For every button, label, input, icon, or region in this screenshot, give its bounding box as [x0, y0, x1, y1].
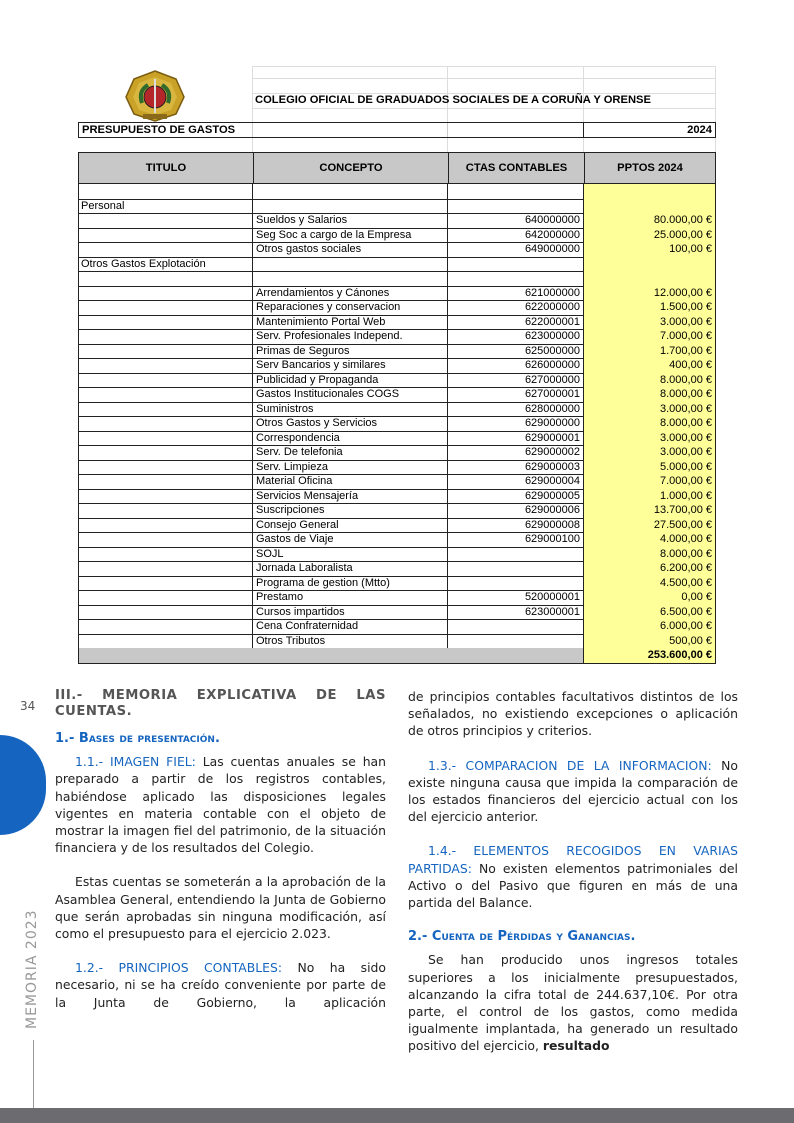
- table-row: [78, 547, 716, 563]
- cell-concepto: Suministros: [252, 402, 447, 417]
- paragraph-body: No ha sido necesario, ni se ha creído conveniente por parte de la Junta de Gobierno, la aplicación: [55, 960, 386, 1010]
- cell-importe: 400,00 €: [583, 358, 715, 373]
- cell-titulo: [78, 373, 252, 388]
- cell-titulo: [78, 619, 252, 634]
- table-row: [78, 460, 716, 476]
- paragraph-lead: 1.1.- IMAGEN FIEL:: [75, 754, 196, 770]
- cell-importe: 12.000,00 €: [583, 286, 715, 301]
- cell-titulo: [78, 431, 252, 446]
- paragraph-body: Las cuentas anuales se han preparado a partir de los registros contables, habiéndose aplicado las disposiciones legales vigentes en materia contable con el objeto de mostrar la imagen fiel del patrimonio, de la situación financiera y de los resultados del Colegio.: [55, 754, 387, 856]
- cell-cuenta: 622000000: [447, 300, 583, 315]
- subsection-heading-bases: 1.- Bases de presentación.: [55, 731, 220, 746]
- cell-concepto: Otros Tributos: [252, 634, 447, 649]
- cell-cuenta: 640000000: [447, 213, 583, 228]
- table-row: [78, 416, 716, 432]
- cell-titulo: [78, 576, 252, 591]
- cell-cuenta: 649000000: [447, 242, 583, 257]
- cell-concepto: [252, 184, 447, 199]
- cell-titulo: Personal: [81, 199, 125, 212]
- cell-importe: 6.000,00 €: [583, 619, 715, 634]
- cell-cuenta: 625000000: [447, 344, 583, 359]
- table-row: [78, 619, 716, 635]
- paragraph-lead: 1.2.- PRINCIPIOS CONTABLES:: [75, 960, 283, 976]
- cell-concepto: [252, 257, 447, 272]
- cell-concepto: Reparaciones y conservacion: [252, 300, 447, 315]
- cell-importe: 3.000,00 €: [583, 402, 715, 417]
- cell-cuenta: 627000001: [447, 387, 583, 402]
- cell-importe: 0,00 €: [583, 590, 715, 605]
- subsection-heading-perdidas-ganancias: 2.- Cuenta de Pérdidas y Ganancias.: [408, 929, 636, 945]
- cell-concepto: Serv. Limpieza: [252, 460, 447, 475]
- cell-importe: 8.000,00 €: [583, 387, 715, 402]
- cell-cuenta: 622000001: [447, 315, 583, 330]
- cell-importe: 80.000,00 €: [583, 213, 715, 228]
- table-row: [78, 373, 716, 389]
- table-row: [78, 358, 716, 374]
- table-row: [78, 228, 716, 244]
- cell-cuenta: 627000000: [447, 373, 583, 388]
- table-row: [78, 213, 716, 229]
- cell-cuenta: [447, 576, 583, 591]
- paragraph-principios: [55, 959, 386, 1011]
- cell-titulo: [78, 344, 252, 359]
- cell-cuenta: 629000008: [447, 518, 583, 533]
- paragraph-ingresos: [408, 951, 738, 1054]
- table-row: [78, 286, 716, 302]
- cell-titulo: [78, 329, 252, 344]
- cell-importe: 1.700,00 €: [583, 344, 715, 359]
- budget-label: PRESUPUESTO DE GASTOS: [82, 124, 236, 136]
- cell-concepto: Mantenimiento Portal Web: [252, 315, 447, 330]
- blue-circle-decoration: [0, 735, 46, 835]
- table-row: [78, 518, 716, 534]
- paragraph-aprobacion: Estas cuentas se someterán a la aprobación de la Asamblea General, entendiendo la Junta de Gobierno que serán aprobadas sin ninguna modificación, así como el presupuesto para el ejercicio 2.023.: [55, 874, 386, 942]
- cell-cuenta: 629000000: [447, 416, 583, 431]
- cell-cuenta: 623000000: [447, 329, 583, 344]
- vertical-divider: [33, 1040, 34, 1108]
- org-title: COLEGIO OFICIAL DE GRADUADOS SOCIALES DE A CORUÑA Y ORENSE: [255, 94, 651, 106]
- cell-titulo: [78, 518, 252, 533]
- cell-importe: [583, 184, 715, 199]
- cell-cuenta: 642000000: [447, 228, 583, 243]
- page-number: 34: [20, 699, 36, 713]
- cell-cuenta: 628000000: [447, 402, 583, 417]
- footer-bar: [0, 1108, 794, 1123]
- table-row: [78, 315, 716, 331]
- cell-concepto: Jornada Laboralista: [252, 561, 447, 576]
- cell-concepto: [252, 271, 447, 286]
- cell-importe: 25.000,00 €: [583, 228, 715, 243]
- cell-titulo: [78, 416, 252, 431]
- cell-concepto: Programa de gestion (Mtto): [252, 576, 447, 591]
- cell-importe: 7.000,00 €: [583, 474, 715, 489]
- column-header: CONCEPTO: [253, 153, 448, 183]
- table-header: [78, 152, 716, 184]
- cell-titulo: [78, 286, 252, 301]
- cell-cuenta: [447, 257, 583, 272]
- cell-titulo: [78, 634, 252, 649]
- paragraph-lead: 1.3.- COMPARACION DE LA INFORMACION:: [428, 757, 712, 773]
- table-row: [78, 184, 716, 200]
- cell-importe: 4.000,00 €: [583, 532, 715, 547]
- cell-concepto: Arrendamientos y Cánones: [252, 286, 447, 301]
- table-row: [78, 634, 716, 650]
- cell-concepto: Correspondencia: [252, 431, 447, 446]
- paragraph-imagen-fiel: [55, 753, 386, 856]
- cell-concepto: Publicidad y Propaganda: [252, 373, 447, 388]
- cell-importe: 1.500,00 €: [583, 300, 715, 315]
- cell-concepto: Otros Gastos y Servicios: [252, 416, 447, 431]
- table-row: [78, 489, 716, 505]
- text-column-left: [55, 688, 386, 1028]
- cell-importe: 6.500,00 €: [583, 605, 715, 620]
- cell-importe: 5.000,00 €: [583, 460, 715, 475]
- cell-titulo: [78, 242, 252, 257]
- table-row: [78, 590, 716, 606]
- cell-titulo: [78, 445, 252, 460]
- cell-concepto: Primas de Seguros: [252, 344, 447, 359]
- cell-importe: 1.000,00 €: [583, 489, 715, 504]
- cell-titulo: [78, 561, 252, 576]
- cell-cuenta: 626000000: [447, 358, 583, 373]
- cell-concepto: Consejo General: [252, 518, 447, 533]
- cell-titulo: [78, 460, 252, 475]
- cell-titulo: Otros Gastos Explotación: [81, 257, 206, 270]
- column-header: TITULO: [145, 162, 187, 174]
- cell-cuenta: 629000005: [447, 489, 583, 504]
- cell-cuenta: 629000004: [447, 474, 583, 489]
- cell-titulo: [78, 402, 252, 417]
- cell-titulo: [78, 387, 252, 402]
- cell-importe: 8.000,00 €: [583, 373, 715, 388]
- budget-year: 2024: [687, 124, 712, 136]
- table-row: [78, 561, 716, 577]
- table-total-row: [78, 648, 716, 664]
- cell-titulo: [78, 503, 252, 518]
- cell-concepto: Cursos impartidos: [252, 605, 447, 620]
- cell-titulo: [78, 547, 252, 562]
- cell-cuenta: [447, 184, 583, 199]
- column-header: PPTOS 2024: [584, 153, 715, 183]
- cell-concepto: Servicios Mensajería: [252, 489, 447, 504]
- cell-titulo: [78, 532, 252, 547]
- paragraph-body: Se han producido unos ingresos totales superiores a los inicialmente presupuestados, alcanzando la cifra total de 244.637,10€. Por otra parte, el control de los gastos, como medida igualmente implantada, ha generado un resultado positivo del ejercicio,: [408, 952, 738, 1054]
- cell-concepto: SOJL: [252, 547, 447, 562]
- cell-cuenta: 520000001: [447, 590, 583, 605]
- table-row: [78, 402, 716, 418]
- cell-cuenta: [447, 547, 583, 562]
- cell-titulo: [78, 300, 252, 315]
- cell-importe: 8.000,00 €: [583, 416, 715, 431]
- cell-importe: 3.000,00 €: [583, 315, 715, 330]
- cell-titulo: [78, 315, 252, 330]
- cell-cuenta: [447, 271, 583, 286]
- cell-cuenta: 629000006: [447, 503, 583, 518]
- cell-titulo: [78, 358, 252, 373]
- cell-importe: 4.500,00 €: [583, 576, 715, 591]
- cell-cuenta: 623000001: [447, 605, 583, 620]
- cell-concepto: Prestamo: [252, 590, 447, 605]
- table-row: [78, 474, 716, 490]
- section-heading: III.- MEMORIA EXPLICATIVA DE LAS CUENTAS.: [55, 688, 386, 719]
- cell-cuenta: 629000002: [447, 445, 583, 460]
- cell-cuenta: 621000000: [447, 286, 583, 301]
- cell-cuenta: 629000100: [447, 532, 583, 547]
- cell-cuenta: [447, 561, 583, 576]
- table-row: [78, 605, 716, 621]
- cell-importe: 6.200,00 €: [583, 561, 715, 576]
- table-row: [78, 344, 716, 360]
- table-row: [78, 387, 716, 403]
- colegio-crest-logo: [124, 69, 186, 123]
- table-row: [78, 576, 716, 592]
- cell-concepto: [252, 199, 447, 214]
- cell-concepto: Otros gastos sociales: [252, 242, 447, 257]
- table-row: [78, 329, 716, 345]
- paragraph-body: No existe ninguna causa que impida la comparación de los estados financieros del ejercicio actual con los del ejercicio anterior.: [408, 757, 738, 825]
- vertical-section-label: MEMORIA 2023: [24, 909, 40, 1029]
- text-column-right: [408, 688, 738, 1072]
- cell-importe: 27.500,00 €: [583, 518, 715, 533]
- cell-cuenta: [447, 199, 583, 214]
- cell-importe: 3.000,00 €: [583, 445, 715, 460]
- table-row: [78, 300, 716, 316]
- cell-titulo: [78, 489, 252, 504]
- cell-importe: [583, 199, 715, 214]
- cell-cuenta: [447, 634, 583, 649]
- table-row: [78, 532, 716, 548]
- cell-concepto: Sueldos y Salarios: [252, 213, 447, 228]
- table-row: [78, 445, 716, 461]
- paragraph-bold: resultado: [542, 1038, 610, 1054]
- table-row: [78, 271, 716, 287]
- cell-importe: 500,00 €: [583, 634, 715, 649]
- column-header: CTAS CONTABLES: [448, 153, 584, 183]
- cell-titulo: [78, 228, 252, 243]
- paragraph-lead: 1.4.- ELEMENTOS RECOGIDOS EN VARIAS PARTIDAS:: [408, 843, 738, 876]
- cell-concepto: Cena Confraternidad: [252, 619, 447, 634]
- cell-titulo: [78, 590, 252, 605]
- cell-importe: 3.000,00 €: [583, 431, 715, 446]
- cell-cuenta: 629000001: [447, 431, 583, 446]
- paragraph-comparacion: [408, 757, 738, 826]
- table-row: [78, 257, 716, 273]
- paragraph-principios-continued: de principios contables facultativos distintos de los señalados, no existiendo excepciones o aplicación de otros principios y criterios.: [408, 689, 738, 739]
- table-row: [78, 431, 716, 447]
- total-value: 253.600,00 €: [583, 648, 715, 663]
- cell-importe: 7.000,00 €: [583, 329, 715, 344]
- table-row: [78, 503, 716, 519]
- table-row: [78, 242, 716, 258]
- cell-titulo: [78, 271, 252, 286]
- paragraph-elementos: [408, 842, 738, 911]
- cell-importe: [583, 257, 715, 272]
- cell-concepto: Serv Bancarios y similares: [252, 358, 447, 373]
- cell-concepto: Seg Soc a cargo de la Empresa: [252, 228, 447, 243]
- cell-concepto: Gastos Institucionales COGS: [252, 387, 447, 402]
- cell-concepto: Suscripciones: [252, 503, 447, 518]
- cell-concepto: Gastos de Viaje: [252, 532, 447, 547]
- table-row: [78, 199, 716, 215]
- cell-titulo: [78, 474, 252, 489]
- budget-title-row: [78, 122, 716, 138]
- cell-cuenta: [447, 619, 583, 634]
- cell-titulo: [78, 213, 252, 228]
- paragraph-body: No existen elementos patrimoniales del Activo o del Pasivo que figuren en más de una partida del Balance.: [408, 860, 738, 911]
- cell-titulo: [78, 184, 252, 199]
- cell-importe: [583, 271, 715, 286]
- cell-concepto: Serv. De telefonia: [252, 445, 447, 460]
- cell-cuenta: 629000003: [447, 460, 583, 475]
- cell-concepto: Serv. Profesionales Independ.: [252, 329, 447, 344]
- cell-importe: 100,00 €: [583, 242, 715, 257]
- cell-titulo: [78, 605, 252, 620]
- cell-concepto: Material Oficina: [252, 474, 447, 489]
- cell-importe: 13.700,00 €: [583, 503, 715, 518]
- cell-importe: 8.000,00 €: [583, 547, 715, 562]
